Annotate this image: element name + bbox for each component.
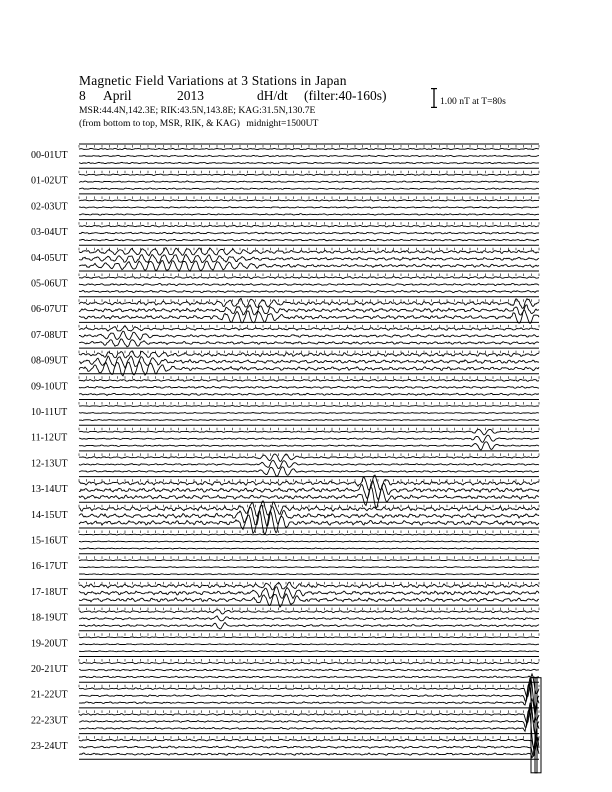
station-trace-rik [79,283,539,285]
station-coordinates: MSR:44.4N,142.3E; RIK:43.5N,143.8E; KAG:31.5N,130.7E [79,105,316,116]
station-trace-rik [79,305,539,315]
station-trace-rik [79,616,539,621]
hour-row-label: 18-19UT [31,612,68,624]
saturated-spike [531,678,537,773]
hour-row [31,531,539,554]
hour-row [31,325,539,348]
hour-row-label: 06-07UT [31,304,68,316]
station-trace-rik [79,587,539,599]
station-trace-kag [79,560,539,561]
station-trace-msr [79,188,539,189]
station-trace-msr [79,214,539,215]
hour-row [31,475,539,508]
station-trace-kag [79,174,539,175]
hour-row [31,196,539,219]
hour-row-label: 15-16UT [31,535,68,547]
station-trace-rik [79,181,539,183]
hour-row-label: 04-05UT [31,252,68,264]
station-trace-msr [79,623,539,630]
station-trace-msr [79,239,539,241]
station-trace-kag [79,148,539,149]
hour-row [31,351,539,376]
station-trace-rik [79,435,539,442]
date-month: April [103,88,132,103]
date-year: 2013 [177,88,204,103]
hour-row [31,633,539,656]
station-trace-kag [79,662,539,664]
hour-row [31,659,539,682]
hour-row-label: 05-06UT [31,278,68,290]
midnight-note: midnight=1500UT [246,118,319,129]
hour-row-label: 17-18UT [31,586,68,598]
chart-title: Magnetic Field Variations at 3 Stations in Japan [79,73,347,88]
hour-row-label: 03-04UT [31,227,68,239]
filter-label: (filter:40-160s) [304,88,387,103]
station-trace-rik [79,567,539,568]
order-note: (from bottom to top, MSR, RIK, & KAG) [79,118,240,129]
hour-row [31,428,539,451]
station-trace-rik [79,669,539,671]
hour-row-label: 08-09UT [31,355,68,367]
hour-row-label: 01-02UT [31,175,68,187]
hour-row [31,248,539,271]
hour-row [31,274,539,297]
hour-row-label: 21-22UT [31,689,68,701]
station-trace-kag [79,277,539,279]
hour-row-label: 16-17UT [31,561,68,573]
hour-row-label: 02-03UT [31,201,68,213]
hour-row [31,376,539,399]
hour-row [31,501,539,534]
hour-row-label: 09-10UT [31,381,68,393]
station-trace-msr [79,651,539,652]
station-trace-kag [79,475,539,490]
station-trace-rik [79,644,539,645]
hour-row-label: 23-24UT [31,741,68,753]
station-trace-rik [79,386,539,388]
station-trace-msr [79,339,539,347]
hour-row [31,556,539,579]
hour-row [31,145,539,168]
station-trace-kag [79,200,539,201]
station-trace-msr [79,162,539,163]
station-trace-rik [79,460,539,468]
station-trace-rik [79,541,539,542]
quantity-label: dH/dt [257,88,288,103]
station-trace-msr [79,310,539,324]
station-trace-rik [79,207,539,208]
hour-row [31,402,539,425]
hour-row [31,608,539,631]
hour-row-label: 10-11UT [31,407,68,418]
station-trace-msr [79,393,539,395]
hour-row-label: 00-01UT [31,150,68,161]
station-trace-msr [79,467,539,477]
hour-row [31,298,539,323]
hour-row-label: 19-20UT [31,638,68,650]
hour-row [31,222,539,245]
station-trace-kag [79,534,539,535]
station-trace-rik [79,331,539,340]
hour-row [31,171,539,194]
hour-row-label: 14-15UT [31,509,68,521]
station-trace-rik [79,413,539,414]
date-day: 8 [79,88,86,103]
station-trace-msr [79,420,539,421]
hour-row-label: 07-08UT [31,329,68,341]
station-trace-msr [79,683,539,722]
hour-row [31,736,539,759]
station-trace-kag [79,225,539,227]
station-trace-kag [79,637,539,638]
hour-row-label: 22-23UT [31,715,68,727]
hour-row-label: 13-14UT [31,484,68,496]
hour-row-label: 20-21UT [31,664,68,675]
station-trace-kag [79,610,539,614]
station-trace-msr [79,442,539,450]
station-trace-msr [79,548,539,549]
station-trace-kag [79,406,539,407]
station-trace-kag [79,379,539,381]
hour-row [31,582,539,607]
station-trace-msr [79,676,539,678]
hour-row-label: 12-13UT [31,458,68,470]
station-trace-msr [79,290,539,292]
station-trace-rik [79,155,539,156]
scale-label: 1.00 nT at T=80s [440,96,506,107]
station-trace-rik [79,232,539,234]
station-trace-kag [79,738,539,752]
station-trace-rik [79,254,539,263]
hour-row [31,453,539,476]
hour-row-label: 11-12UT [31,432,68,444]
station-trace-msr [79,574,539,575]
